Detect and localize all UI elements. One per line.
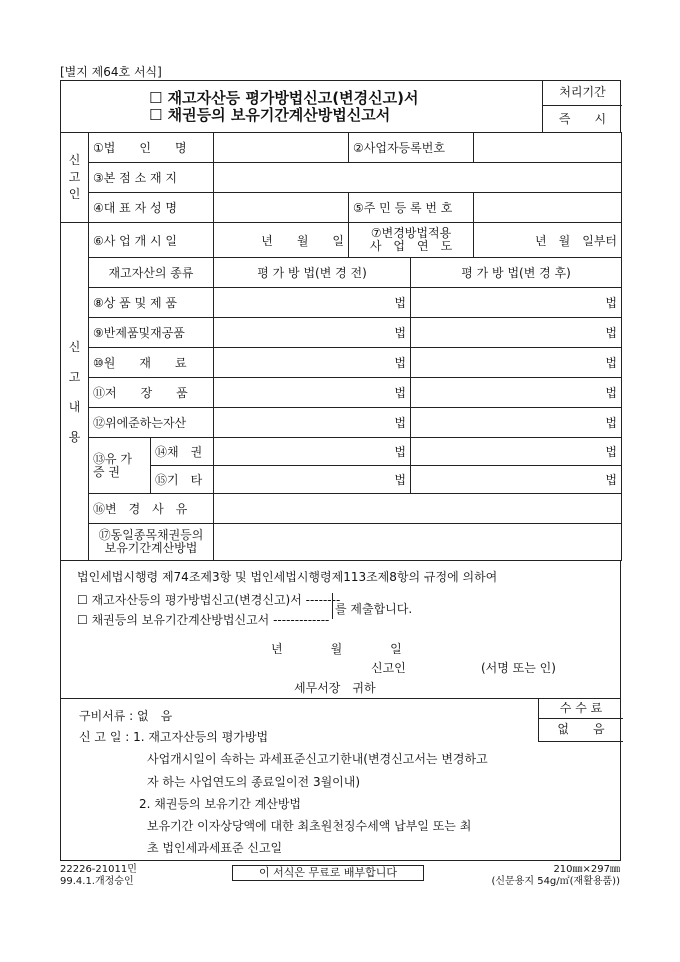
table-row: ⑪저 장 품 법 법: [61, 378, 622, 408]
table-row: ⑫위에준하는자산 법 법: [61, 408, 622, 438]
biz-no-label: ②사업자등록번호: [349, 133, 474, 163]
bracket: [327, 593, 333, 619]
form-title: [149, 90, 418, 124]
declaration-section: 법인세법시행령 제74조제3항 및 법인세법시행령제113조제8항의 규정에 의하여 ☐ 재고자산등의 평가방법신고(변경신고)서 -------- ☐ 채권등의 보유기간계산방법신고서 ------------- 를 제출합니다. 년 월 일 신고인 (서명 또는 인) 세무서장 귀하: [60, 560, 621, 699]
form-table: [60, 132, 622, 561]
title-line-1: ☐ 재고자산등 평가방법신고(변경신고)서: [149, 89, 419, 107]
paper-spec: 210㎜×297㎜ (신문용지 54g/㎡(재활용품)): [491, 864, 620, 887]
reason-label: ⑯변 경 사 유: [89, 494, 214, 524]
title-line-2: ☐ 채권등의 보유기간계산방법신고서: [149, 106, 391, 124]
bond-method-field[interactable]: [214, 524, 622, 561]
rep-name-field[interactable]: [214, 193, 349, 223]
bond-method-label: ⑰동일종목채권등의 보유기간계산방법: [89, 524, 214, 561]
table-row: ⑩원 재 료 법 법: [61, 348, 622, 378]
start-date-field[interactable]: 년 월 일: [214, 223, 349, 258]
title-row: [60, 80, 621, 133]
rep-name-label: ④대 표 자 성 명: [89, 193, 214, 223]
form-code: 22226-21011민 99.4.1.개정승인: [60, 864, 137, 887]
resident-no-label: ⑤주 민 등 록 번 호: [349, 193, 474, 223]
biz-no-field[interactable]: [474, 133, 622, 163]
address-field[interactable]: [214, 163, 622, 193]
corp-name-field[interactable]: [214, 133, 349, 163]
applicant-section: 신고인: [61, 133, 89, 223]
col-type-header: 재고자산의 종류: [89, 258, 214, 288]
reason-field[interactable]: [214, 494, 622, 524]
securities-label: ⑬유 가 증 권: [89, 438, 151, 494]
table-row: ⑬유 가 증 권 ⑭채 권 법 법: [61, 438, 622, 466]
resident-no-field[interactable]: [474, 193, 622, 223]
start-date-label: ⑥사 업 개 시 일: [89, 223, 214, 258]
applied-year-label: ⑦변경방법적용 사 업 연 도: [349, 223, 474, 258]
free-distribution-notice: 이 서식은 무료로 배부합니다: [232, 865, 424, 881]
corp-name-label: ①법 인 명: [89, 133, 214, 163]
fee-box: 수 수 료 없 음: [538, 698, 623, 742]
applied-year-field[interactable]: 년 월 일부터: [474, 223, 622, 258]
bond-label: ⑭채 권: [151, 438, 214, 466]
notes-section: 구비서류 : 없 음 신 고 일 : 1. 재고자산등의 평가방법 사업개시일이 속하는 과세표준신고기한내(변경신고서는 변경하고 자 하는 사업연도의 종료일이전 3월이내) 2. 채권등의 보유기간 계산방법 보유기간 이자상당액에 대한 최초원천징수세액 납부일 또는 최 초 법인세과세표준 신고일 수 수 료 없 음: [60, 698, 621, 861]
address-label: ③본 점 소 재 지: [89, 163, 214, 193]
checkbox-inventory-form[interactable]: ☐ 재고자산등의 평가방법신고(변경신고)서 --------: [77, 593, 341, 607]
col-before-header: 평 가 방 법(변 경 전): [214, 258, 411, 288]
col-after-header: 평 가 방 법(변 경 후): [411, 258, 622, 288]
table-row: ⑮기 타 법 법: [61, 466, 622, 494]
table-row: ⑨반제품및재공품 법 법: [61, 318, 622, 348]
declaration-date: 년 월 일: [271, 642, 402, 656]
form-reference: [별지 제64호 서식]: [60, 65, 162, 79]
signature-field[interactable]: (서명 또는 인): [481, 661, 556, 675]
other-label: ⑮기 타: [151, 466, 214, 494]
table-row: ⑧상 품 및 제 품 법 법: [61, 288, 622, 318]
content-section: 신고내용: [61, 223, 89, 561]
processing-period: 처리기간 즉 시: [542, 80, 622, 133]
checkbox-bond-form[interactable]: ☐ 채권등의 보유기간계산방법신고서 -------------: [77, 613, 330, 627]
